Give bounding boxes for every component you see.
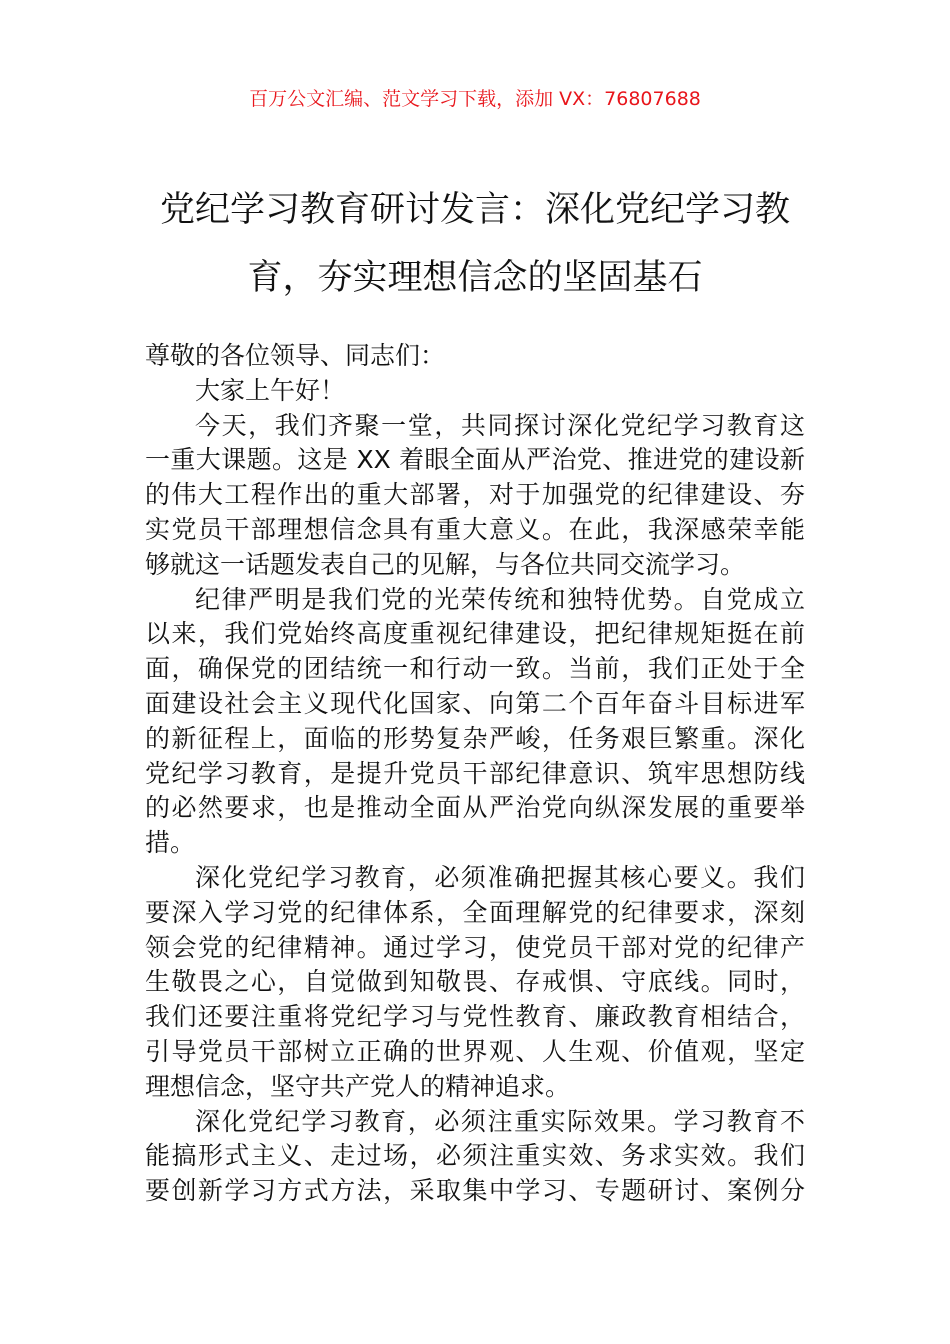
title-line-1: 党纪学习教育研讨发言：深化党纪学习教 — [159, 190, 790, 230]
text-line: 引导党员干部树立正确的世界观、人生观、价值观，坚定 — [145, 1036, 805, 1066]
document-body — [145, 339, 805, 1209]
text-line: 领会党的纪律精神。通过学习，使党员干部对党的纪律产 — [145, 932, 805, 962]
title-line-2: 育，夯实理想信念的坚固基石 — [247, 258, 703, 298]
document-title — [140, 176, 810, 312]
text-line: 够就这一话题发表自己的见解，与各位共同交流学习。 — [145, 549, 746, 579]
text-line: 的必然要求，也是推动全面从严治党向纵深发展的重要举 — [145, 793, 805, 823]
text-line: 一重大课题。这是 XX 着眼全面从严治党、推进党的建设新 — [145, 445, 805, 475]
text-line: 理想信念，坚守共产党人的精神追求。 — [145, 1071, 571, 1101]
text-line: 面，确保党的团结统一和行动一致。当前，我们正处于全 — [145, 654, 805, 684]
text-line: 的新征程上，面临的形势复杂严峻，任务艰巨繁重。深化 — [145, 723, 805, 753]
text-line: 实党员干部理想信念具有重大意义。在此，我深感荣幸能 — [145, 514, 805, 544]
text-line: 要创新学习方式方法，采取集中学习、专题研讨、案例分 — [145, 1176, 805, 1206]
text-line: 要深入学习党的纪律体系，全面理解党的纪律要求，深刻 — [145, 897, 805, 927]
text-line: 措。 — [145, 828, 196, 858]
text-line: 深化党纪学习教育，必须准确把握其核心要义。我们 — [195, 862, 805, 892]
download-banner: 百万公文汇编、范文学习下载，添加 VX：76807688 — [249, 88, 701, 110]
text-line: 面建设社会主义现代化国家、向第二个百年奋斗目标进军 — [145, 688, 805, 718]
text-line: 的伟大工程作出的重大部署，对于加强党的纪律建设、夯 — [145, 480, 805, 510]
text-line: 我们还要注重将党纪学习与党性教育、廉政教育相结合， — [145, 1002, 805, 1032]
text-line: 纪律严明是我们党的光荣传统和独特优势。自党成立 — [195, 584, 805, 614]
text-line: 以来，我们党始终高度重视纪律建设，把纪律规矩挺在前 — [145, 619, 805, 649]
text-line: 深化党纪学习教育，必须注重实际效果。学习教育不 — [195, 1106, 805, 1136]
salutation: 尊敬的各位领导、同志们： — [145, 341, 446, 370]
greeting: 大家上午好！ — [195, 375, 346, 405]
text-line: 今天，我们齐聚一堂，共同探讨深化党纪学习教育这 — [195, 410, 805, 440]
text-line: 党纪学习教育，是提升党员干部纪律意识、筑牢思想防线 — [145, 758, 805, 788]
text-line: 生敬畏之心，自觉做到知敬畏、存戒惧、守底线。同时， — [145, 967, 805, 997]
text-line: 能搞形式主义、走过场，必须注重实效、务求实效。我们 — [145, 1141, 805, 1171]
